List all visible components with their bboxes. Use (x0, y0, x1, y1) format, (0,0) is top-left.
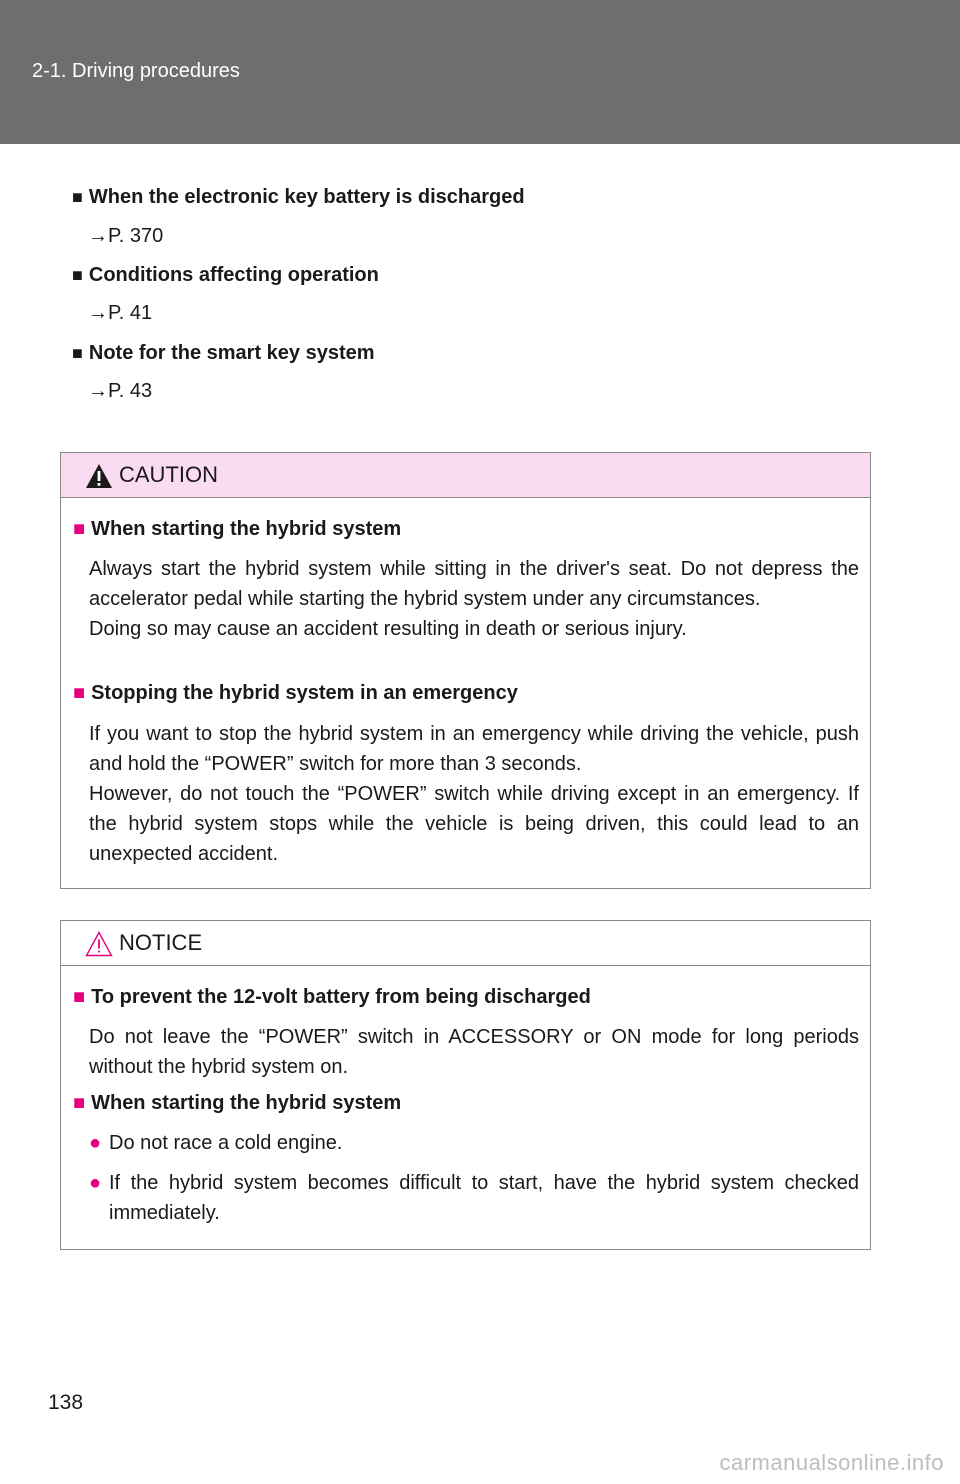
topic-title: Conditions affecting operation (88, 264, 379, 286)
caution-label: CAUTION (119, 462, 218, 487)
notice-bullet (89, 1168, 859, 1228)
paragraph-text: Doing so may cause an accident resulting in death or serious injury. (89, 618, 687, 640)
circle-bullet-icon: ● (89, 1132, 102, 1154)
notice-subheading (73, 986, 591, 1009)
square-bullet-icon: ■ (73, 682, 86, 704)
caution-paragraph (89, 554, 859, 644)
square-bullet-icon: ■ (73, 518, 86, 540)
notice-subheading (73, 1092, 401, 1115)
square-bullet-icon: ■ (72, 265, 83, 285)
page-number: 138 (48, 1391, 84, 1414)
caution-subheading (73, 518, 401, 541)
warning-outline-icon (85, 931, 113, 957)
topic-title: Note for the smart key system (88, 342, 375, 364)
subheading-text: To prevent the 12-volt battery from being discharged (91, 986, 591, 1008)
paragraph-text: If you want to stop the hybrid system in an emergency while driving the vehicle, push and hold the “POWER” switch for more than 3 seconds. (89, 723, 859, 775)
caution-title-bar (61, 453, 870, 498)
square-bullet-icon: ■ (72, 343, 83, 363)
warning-triangle-icon (85, 463, 113, 489)
notice-paragraph (89, 1022, 859, 1082)
circle-bullet-icon: ● (89, 1172, 102, 1194)
topic-heading (72, 264, 379, 287)
bullet-text: Do not race a cold engine. (109, 1132, 343, 1154)
topic-heading (72, 186, 525, 209)
subheading-text: When starting the hybrid system (91, 1092, 402, 1114)
subheading-text: When starting the hybrid system (91, 518, 402, 540)
notice-label: NOTICE (119, 930, 203, 955)
square-bullet-icon: ■ (73, 1092, 86, 1114)
page-reference: →P. 41 (88, 302, 153, 324)
topic-heading (72, 342, 375, 365)
caution-subheading (73, 682, 518, 705)
paragraph-text: Do not leave the “POWER” switch in ACCESSORY or ON mode for long periods without the hybrid system on. (89, 1026, 859, 1078)
subheading-text: Stopping the hybrid system in an emergency (91, 682, 518, 704)
notice-title-bar (61, 921, 870, 966)
topic-title: When the electronic key battery is discharged (88, 186, 525, 208)
caution-box (60, 452, 871, 889)
watermark: carmanualsonline.info (719, 1450, 944, 1475)
bullet-text: If the hybrid system becomes difficult to start, have the hybrid system checked immediately. (109, 1172, 859, 1224)
page-header (0, 0, 960, 144)
caution-paragraph (89, 719, 859, 869)
square-bullet-icon: ■ (72, 187, 83, 207)
page-reference: →P. 370 (88, 225, 164, 247)
paragraph-text: However, do not touch the “POWER” switch while driving except in an emergency. If the hybrid system stops while the vehicle is being driven, this could lead to an unexpected accident. (89, 783, 859, 865)
notice-box (60, 920, 871, 1250)
paragraph-text: Always start the hybrid system while sitting in the driver's seat. Do not depress the accelerator pedal while starting the hybrid system under any circumstances. (89, 558, 859, 610)
section-title: 2-1. Driving procedures (32, 60, 240, 82)
page-reference: →P. 43 (88, 380, 153, 402)
square-bullet-icon: ■ (73, 986, 86, 1008)
notice-bullet (89, 1128, 859, 1158)
